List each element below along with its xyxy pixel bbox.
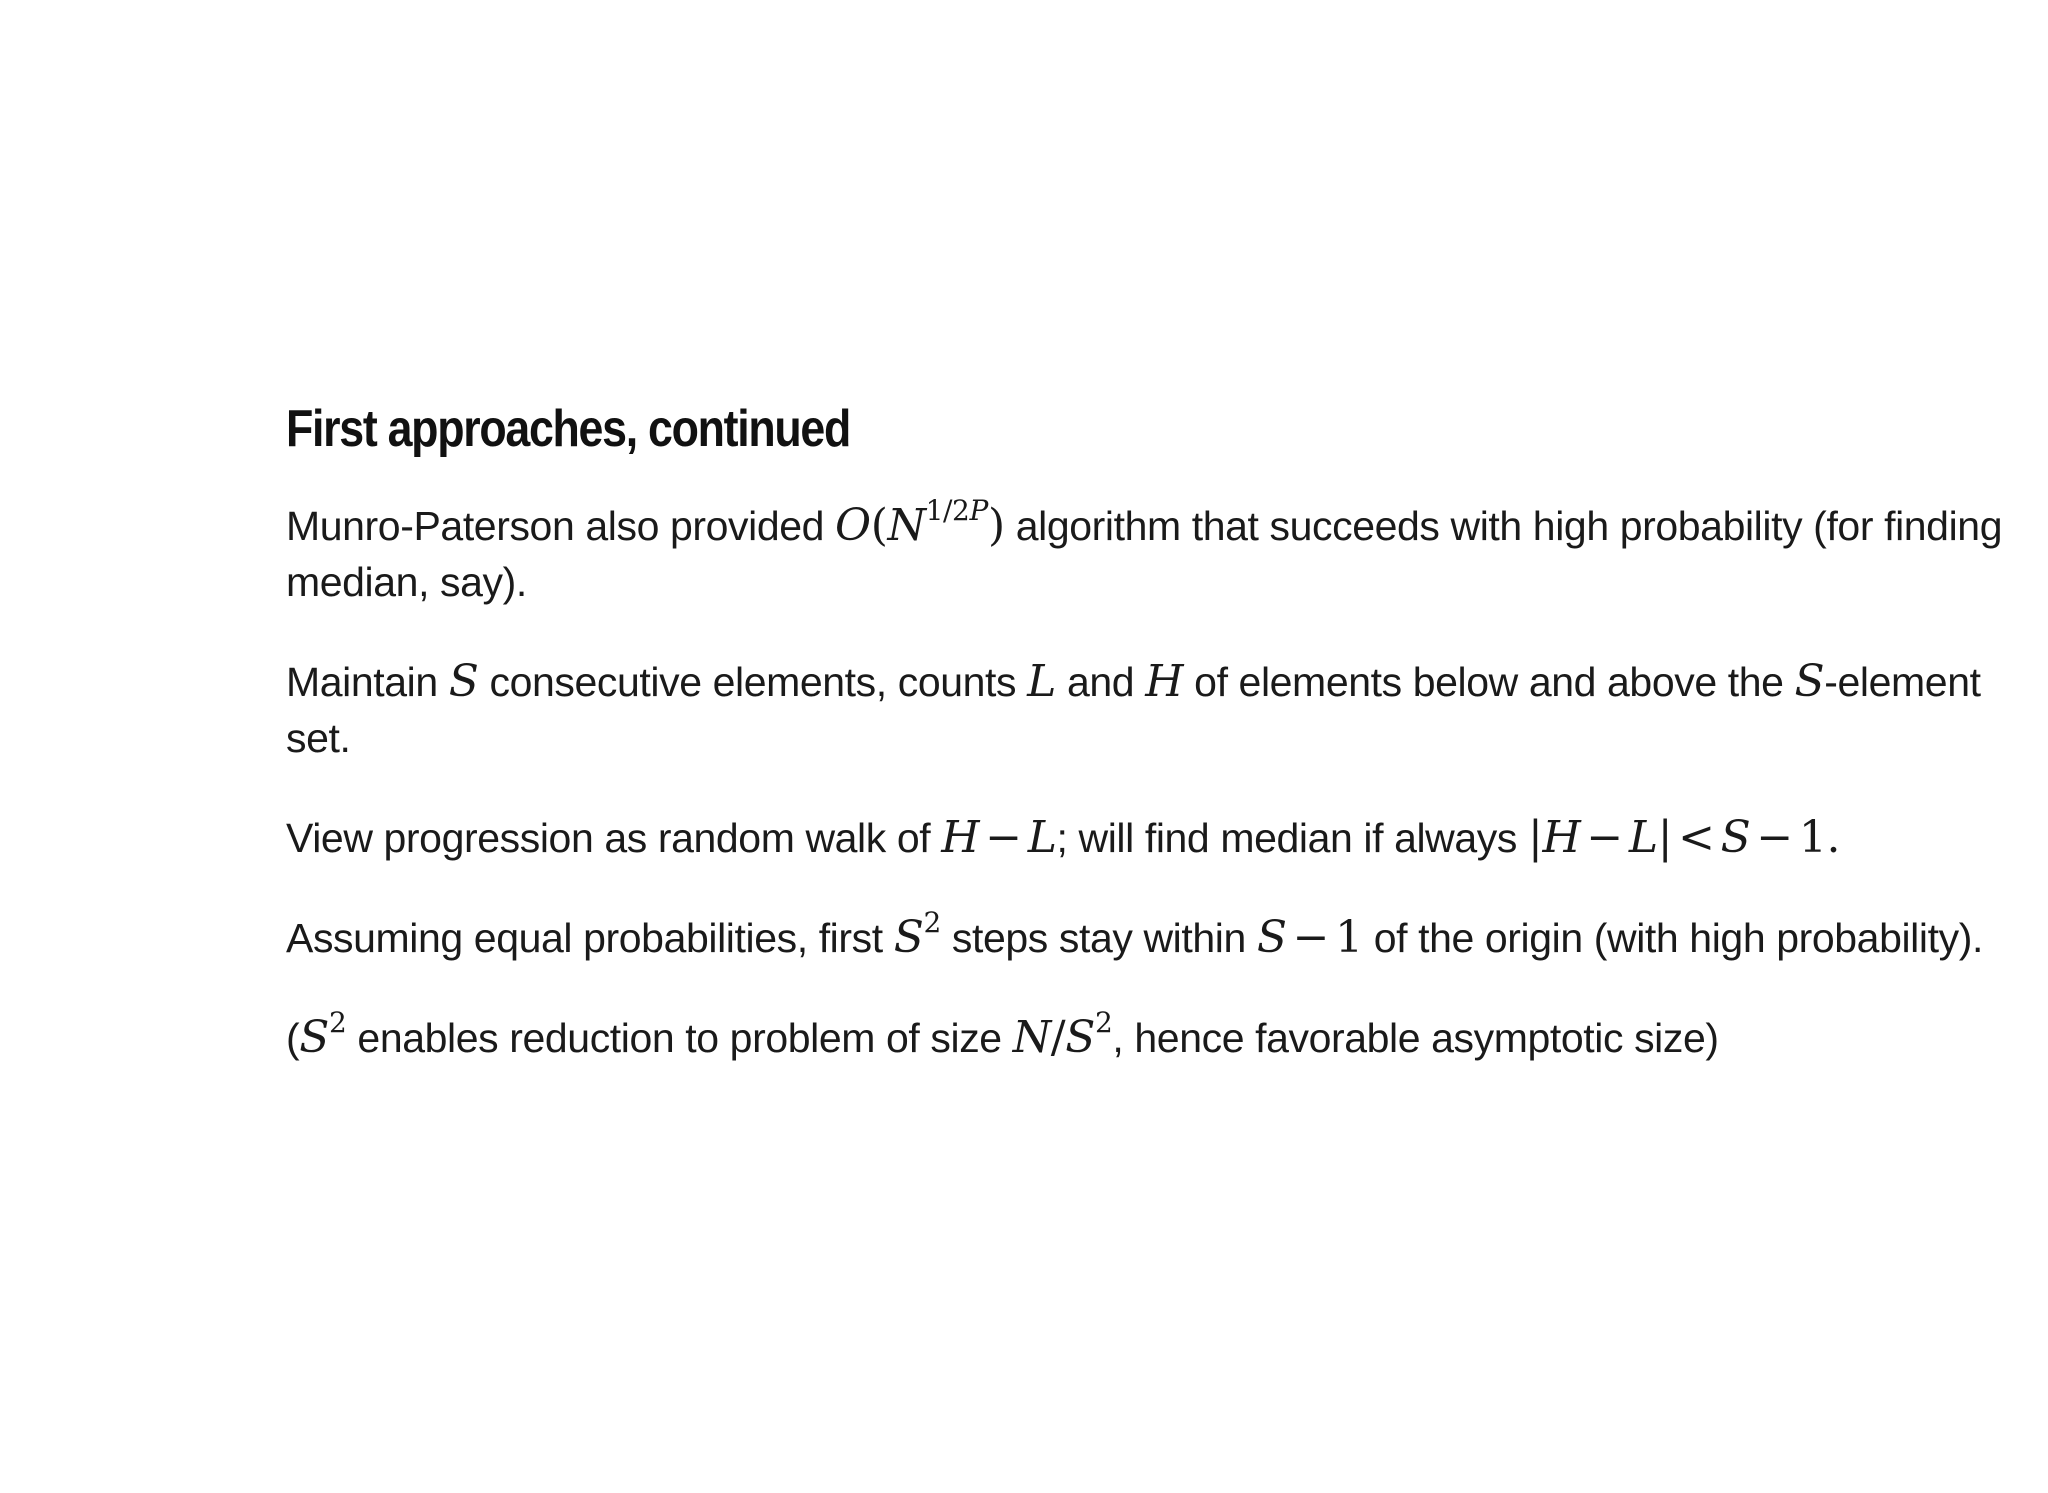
math-period: . bbox=[1826, 812, 1841, 863]
math-N: N bbox=[887, 500, 926, 551]
text: Munro-Paterson also provided bbox=[286, 503, 836, 549]
math-L: L bbox=[1628, 812, 1658, 863]
math-N: N bbox=[1012, 1012, 1051, 1063]
math-minus: − bbox=[1756, 812, 1793, 863]
math-abs-bar: | bbox=[1657, 812, 1673, 863]
math-S: S bbox=[1720, 812, 1751, 863]
text: Assuming equal probabilities, first bbox=[286, 915, 894, 961]
text: algorithm that succeeds with high probability (for finding median, say). bbox=[286, 503, 2003, 605]
text: steps stay within bbox=[940, 915, 1257, 961]
slide-content bbox=[286, 398, 2016, 1110]
math-S: S bbox=[893, 912, 924, 963]
text: consecutive elements, counts bbox=[478, 659, 1028, 705]
text: ; will find median if always bbox=[1056, 815, 1528, 861]
math-minus: − bbox=[1292, 912, 1330, 963]
text: of the origin (with high probability). bbox=[1362, 915, 1983, 961]
text: , hence favorable asymptotic size) bbox=[1112, 1015, 1719, 1061]
text: and bbox=[1055, 659, 1146, 705]
text: View progression as random walk of bbox=[286, 815, 942, 861]
math-rparen: ) bbox=[987, 500, 1005, 551]
math-abs-bar: | bbox=[1528, 812, 1543, 863]
math-square: 2 bbox=[329, 1006, 347, 1039]
math-L: L bbox=[1027, 656, 1056, 707]
math-L: L bbox=[1027, 812, 1057, 863]
paragraph-munro-paterson bbox=[286, 494, 2016, 610]
math-square: 2 bbox=[1094, 1006, 1113, 1039]
math-slash: / bbox=[1050, 1012, 1066, 1063]
math-S: S bbox=[1065, 1012, 1095, 1063]
text: ( bbox=[286, 1015, 300, 1061]
paragraph-random-walk bbox=[286, 810, 2016, 866]
paragraph-reduction bbox=[286, 1006, 2016, 1066]
math-exponent bbox=[926, 494, 988, 527]
text: enables reduction to problem of size bbox=[346, 1015, 1013, 1061]
paragraph-maintain bbox=[286, 654, 2016, 766]
paragraph-equal-probabilities bbox=[286, 906, 2016, 966]
math-O: O bbox=[835, 500, 871, 551]
text: Maintain bbox=[286, 659, 449, 705]
math-exponent-fraction: 1/2 bbox=[925, 494, 970, 527]
math-less-than: < bbox=[1678, 812, 1715, 863]
math-S: S bbox=[1256, 912, 1287, 963]
math-one: 1 bbox=[1335, 912, 1363, 963]
math-S: S bbox=[448, 656, 479, 707]
math-H: H bbox=[941, 812, 980, 863]
math-S: S bbox=[1794, 656, 1825, 707]
text: of elements below and above the bbox=[1183, 659, 1795, 705]
math-one: 1 bbox=[1798, 812, 1827, 863]
math-minus: − bbox=[1586, 812, 1623, 863]
math-square: 2 bbox=[923, 906, 941, 939]
math-S: S bbox=[299, 1012, 330, 1063]
math-exponent-P: P bbox=[969, 494, 988, 527]
math-H: H bbox=[1145, 656, 1184, 707]
text: -element set. bbox=[286, 659, 1981, 761]
slide-title: First approaches, continued bbox=[286, 400, 851, 458]
math-minus: − bbox=[985, 812, 1022, 863]
math-lparen: ( bbox=[870, 500, 888, 551]
math-H: H bbox=[1542, 812, 1581, 863]
